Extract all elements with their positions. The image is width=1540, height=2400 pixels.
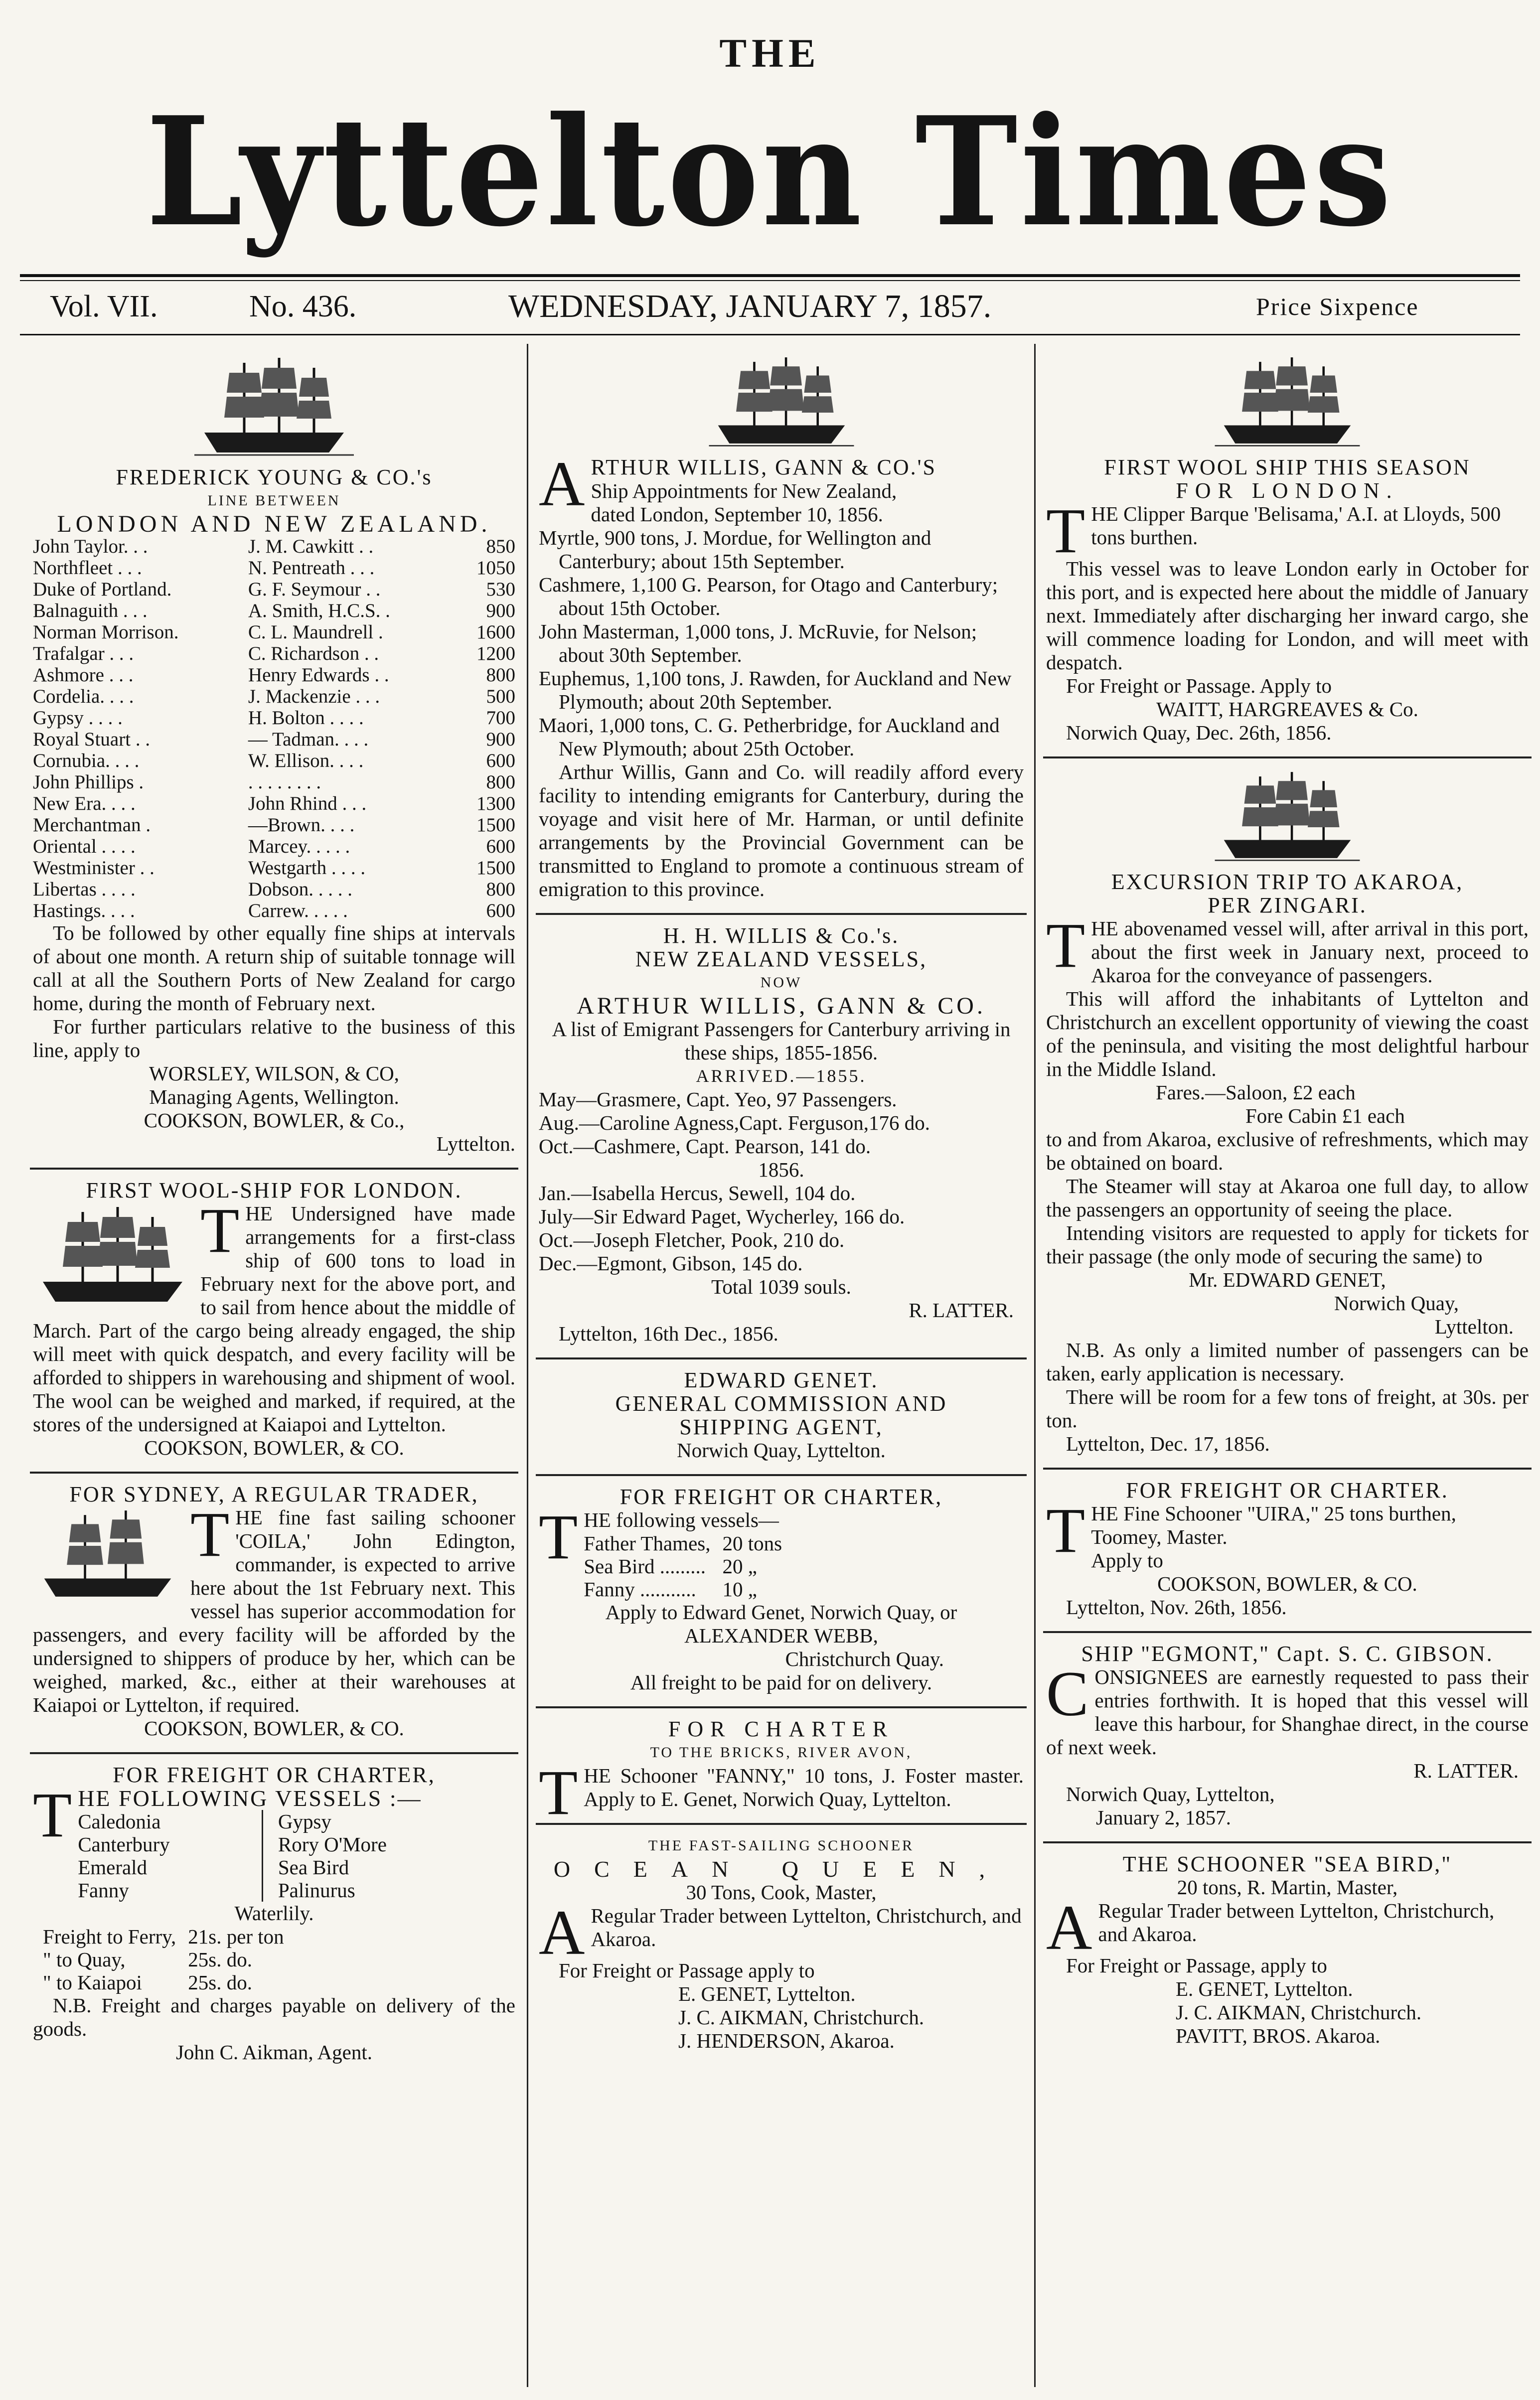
ocean-apply: For Freight or Passage apply to bbox=[559, 1959, 815, 1982]
fleet-row-cell: H. Bolton . . . . bbox=[248, 707, 364, 729]
seabird-text: Regular Trader between Lyttelton, Christchurch, and Akaroa. bbox=[1098, 1899, 1495, 1946]
column-1 bbox=[30, 344, 518, 2387]
fleet-row bbox=[33, 771, 515, 793]
ship-appointment: Maori, 1,000 tons, C. G. Petherbridge, for Auckland and New Plymouth; about 25th October. bbox=[539, 714, 1000, 760]
agent-line: J. HENDERSON, Akaroa. bbox=[678, 2029, 895, 2052]
vessel-name: Palinurus bbox=[278, 1879, 355, 1902]
ad-freight-genet bbox=[536, 1476, 1027, 1708]
fleet-row-cell: Merchantman . bbox=[33, 814, 151, 836]
vessel-name: Sea Bird bbox=[278, 1856, 349, 1879]
arrivals-1856 bbox=[539, 1182, 1024, 1275]
arrival-entry: Jan.—Isabella Hercus, Sewell, 104 do. bbox=[539, 1182, 856, 1204]
fleet-row-cell: Dobson. . . . . bbox=[248, 879, 353, 900]
hhwillis-total: Total 1039 souls. bbox=[711, 1275, 851, 1298]
fleet-row-cell: 900 bbox=[486, 600, 515, 621]
rate-row-cell: 25s. do. bbox=[188, 1948, 252, 1971]
fleet-row-cell: Westgarth . . . . bbox=[248, 857, 366, 879]
belisama-text: HE Clipper Barque 'Belisama,' A.I. at Lloyds, 500 tons burthen. bbox=[1091, 502, 1501, 549]
fleet-row-cell: Cordelia. . . . bbox=[33, 686, 134, 707]
ad-sea-bird bbox=[1043, 1843, 1532, 2060]
fleet-row-cell: G. F. Seymour . . bbox=[248, 579, 381, 600]
freight-agent-b: Christchurch Quay. bbox=[785, 1648, 944, 1670]
ad-freight-charter bbox=[30, 1754, 518, 2076]
fleet-row-cell: Trafalgar . . . bbox=[33, 643, 134, 664]
drop-cap: A bbox=[539, 1897, 585, 1968]
rate-row bbox=[43, 1971, 296, 1994]
arrival-entry: Oct.—Cashmere, Capt. Pearson, 141 do. bbox=[539, 1135, 871, 1158]
freight-vessel-row bbox=[584, 1578, 794, 1601]
fleet-row-cell: Balnaguith . . . bbox=[33, 600, 148, 621]
young-route: LONDON AND NEW ZEALAND. bbox=[57, 511, 491, 537]
drop-cap: T bbox=[33, 1780, 72, 1850]
fleet-row bbox=[33, 879, 515, 900]
fleet-row-cell: Ashmore . . . bbox=[33, 664, 134, 686]
drop-cap: T bbox=[1046, 495, 1085, 566]
freight-vessel-table bbox=[584, 1532, 794, 1601]
willis-heading-text: RTHUR WILLIS, GANN & CO.'S bbox=[591, 455, 937, 479]
fleet-row-cell: 600 bbox=[486, 900, 515, 921]
drop-cap: T bbox=[1046, 1495, 1085, 1566]
ad-frederick-young bbox=[30, 344, 518, 1170]
fleet-row-cell: Henry Edwards . . bbox=[248, 664, 389, 686]
ship-appointment: John Masterman, 1,000 tons, J. McRuvie, for Nelson; about 30th September. bbox=[539, 620, 977, 666]
excursion-agent-c: Lyttelton. bbox=[1434, 1315, 1514, 1338]
fleet-row-cell: 850 bbox=[486, 536, 515, 557]
arrival-entry: Dec.—Egmont, Gibson, 145 do. bbox=[539, 1252, 803, 1275]
fleet-table bbox=[33, 536, 515, 921]
belisama-apply: For Freight or Passage. Apply to bbox=[1066, 674, 1332, 697]
fleet-row bbox=[33, 686, 515, 707]
drop-cap: T bbox=[539, 1501, 578, 1572]
ship-icon bbox=[1213, 767, 1362, 867]
woolship-sig: COOKSON, BOWLER, & CO. bbox=[144, 1436, 404, 1459]
excursion-heading-2: PER ZINGARI. bbox=[1208, 893, 1367, 917]
freight-vessel-row-cell: Fanny ........... bbox=[584, 1578, 696, 1601]
excursion-fares-1: Fares.—Saloon, £2 each bbox=[1156, 1081, 1356, 1104]
fleet-row-cell: 800 bbox=[486, 879, 515, 900]
willis-sub: Ship Appointments for New Zealand, bbox=[591, 479, 897, 502]
ocean-agent-list bbox=[539, 1982, 1024, 2053]
fleet-row-cell: 600 bbox=[486, 836, 515, 857]
young-sub: LINE BETWEEN bbox=[207, 492, 341, 509]
ad-ocean-queen bbox=[536, 1825, 1027, 2065]
column-2 bbox=[536, 344, 1027, 2387]
fleet-row-cell: W. Ellison. . . . bbox=[248, 750, 364, 771]
fleet-row-cell: Gypsy . . . . bbox=[33, 707, 123, 729]
fleet-row-cell: 700 bbox=[486, 707, 515, 729]
charter-vessel-list bbox=[78, 1810, 515, 1902]
fleet-row-cell: John Taylor. . . bbox=[33, 536, 148, 557]
young-agent-2: COOKSON, BOWLER, & Co., bbox=[144, 1109, 405, 1132]
fleet-row-cell: 800 bbox=[486, 664, 515, 686]
fleet-row-cell: 530 bbox=[486, 579, 515, 600]
vessel-name: Canterbury bbox=[78, 1833, 170, 1856]
belisama-heading-2: FOR LONDON. bbox=[1176, 478, 1399, 503]
excursion-body-4: The Steamer will stay at Akaroa one full day, to allow the passengers an opportunity of seeing the place. bbox=[1046, 1175, 1529, 1221]
agent-line: PAVITT, BROS. Akaroa. bbox=[1176, 2024, 1381, 2047]
drop-cap: C bbox=[1046, 1658, 1089, 1729]
fleet-row bbox=[33, 664, 515, 686]
egmont-sig: R. LATTER. bbox=[1413, 1759, 1519, 1782]
freight-vessel-row bbox=[584, 1555, 794, 1578]
ad-egmont bbox=[1043, 1633, 1532, 1843]
egmont-body bbox=[1046, 1658, 1529, 1759]
freight-vessel-row-cell: Sea Bird ......... bbox=[584, 1555, 706, 1578]
rate-row bbox=[43, 1925, 296, 1948]
excursion-agent: Mr. EDWARD GENET, bbox=[1189, 1268, 1386, 1291]
vessel-name: Rory O'More bbox=[278, 1833, 387, 1856]
ad-woolship bbox=[30, 1170, 518, 1474]
fleet-row bbox=[33, 621, 515, 643]
charter-nb: N.B. Freight and charges payable on delivery of the goods. bbox=[33, 1994, 515, 2040]
willis-body: Arthur Willis, Gann and Co. will readily afford every facility to intending emigrants for Canterbury, during the voyage and visit here of Mr. Harman, or until definite arrangements by the Provincial Government can be transmitted to England to promote a continuous stream of emigration to this province. bbox=[539, 760, 1024, 900]
ship-icon bbox=[194, 353, 354, 462]
drop-cap: T bbox=[539, 1757, 578, 1828]
arrival-entry: Aug.—Caroline Agness,Capt. Ferguson,176 do. bbox=[539, 1111, 930, 1134]
fleet-row-cell: J. Mackenzie . . . bbox=[248, 686, 380, 707]
agent-line: E. GENET, Lyttelton. bbox=[678, 1982, 856, 2005]
charter-right-list bbox=[263, 1810, 387, 1902]
young-body-2: For further particulars relative to the business of this line, apply to bbox=[33, 1015, 515, 1061]
drop-cap: T bbox=[190, 1499, 230, 1570]
fanny-body bbox=[539, 1757, 1024, 1828]
ship-appointment: Euphemus, 1,100 tons, J. Rawden, for Auckland and New Plymouth; about 20th September. bbox=[539, 667, 1012, 713]
fleet-row-cell: Duke of Portland. bbox=[33, 579, 172, 600]
volume: Vol. VII. bbox=[50, 290, 158, 323]
fleet-row-cell: 900 bbox=[486, 729, 515, 750]
freight-vessel-row-cell: 20 tons bbox=[722, 1532, 782, 1555]
drop-cap: T bbox=[1046, 910, 1085, 981]
hhwillis-sig: R. LATTER. bbox=[909, 1299, 1014, 1322]
rate-row-cell: " to Quay, bbox=[43, 1948, 126, 1971]
rate-row-cell: 21s. per ton bbox=[188, 1925, 284, 1948]
uira-heading: FOR FREIGHT OR CHARTER. bbox=[1126, 1478, 1449, 1502]
fleet-row-cell: Oriental . . . . bbox=[33, 836, 136, 857]
hhwillis-year-1856: 1856. bbox=[758, 1158, 804, 1181]
egmont-dated-2: January 2, 1857. bbox=[1096, 1806, 1232, 1829]
excursion-freight: There will be room for a few tons of freight, at 30s. per ton. bbox=[1046, 1385, 1529, 1432]
uira-dated: Lyttelton, Nov. 26th, 1856. bbox=[1066, 1596, 1287, 1619]
young-agent-2b: Lyttelton. bbox=[436, 1132, 515, 1155]
excursion-agent-b: Norwich Quay, bbox=[1334, 1292, 1459, 1315]
fleet-row bbox=[33, 857, 515, 879]
ocean-text: Regular Trader between Lyttelton, Christchurch, and Akaroa. bbox=[591, 1904, 1022, 1950]
uira-apply: Apply to bbox=[1091, 1549, 1163, 1572]
ad-belisama bbox=[1043, 344, 1532, 758]
uira-sig: COOKSON, BOWLER, & CO. bbox=[1157, 1572, 1417, 1595]
fleet-row bbox=[33, 600, 515, 621]
charter-left-list bbox=[78, 1810, 263, 1902]
young-agent-1: WORSLEY, WILSON, & CO, bbox=[149, 1062, 399, 1085]
rate-row bbox=[43, 1948, 296, 1971]
fleet-row bbox=[33, 643, 515, 664]
ocean-body bbox=[539, 1897, 1024, 1968]
young-body-1: To be followed by other equally fine ships at intervals of about one month. A return ship of suitable tonnage will call at all the Southern Ports of New Zealand for cargo home, during the month of February next. bbox=[33, 921, 515, 1015]
rate-row-cell: Freight to Ferry, bbox=[43, 1925, 176, 1948]
hhwillis-heading-3: ARTHUR WILLIS, GANN & CO. bbox=[577, 993, 986, 1019]
issue-number: No. 436. bbox=[249, 290, 357, 323]
fleet-row-cell: N. Pentreath . . . bbox=[248, 557, 375, 579]
masthead-the: THE bbox=[719, 30, 821, 76]
fleet-row-cell: 500 bbox=[486, 686, 515, 707]
masthead-rule-thin bbox=[20, 280, 1520, 281]
ship-icon bbox=[33, 1506, 182, 1606]
fleet-row-cell: Westminister . . bbox=[33, 857, 154, 879]
masthead-title: Lyttelton Times bbox=[146, 84, 1394, 260]
excursion-nb: N.B. As only a limited number of passengers can be taken, early application is necessary. bbox=[1046, 1339, 1529, 1385]
fleet-row-cell: 1050 bbox=[476, 557, 515, 579]
sydney-heading: FOR SYDNEY, A REGULAR TRADER, bbox=[69, 1482, 479, 1506]
genet-line-2: GENERAL COMMISSION AND bbox=[615, 1391, 947, 1416]
seabird-heading: THE SCHOONER "SEA BIRD," bbox=[1122, 1852, 1452, 1876]
freight-agent: ALEXANDER WEBB, bbox=[684, 1624, 878, 1647]
dateline bbox=[30, 287, 1515, 326]
rate-row-cell: 25s. do. bbox=[188, 1971, 252, 1994]
willis-dated: dated London, September 10, 1856. bbox=[591, 503, 883, 526]
egmont-heading: SHIP "EGMONT," Capt. S. C. GIBSON. bbox=[1081, 1642, 1494, 1666]
fleet-row-cell: 1200 bbox=[476, 643, 515, 664]
fleet-row bbox=[33, 557, 515, 579]
vessel-name: Caledonia bbox=[78, 1810, 161, 1833]
ship-appointment: Cashmere, 1,100 G. Pearson, for Otago and Canterbury; about 15th October. bbox=[539, 573, 998, 619]
fleet-row-cell: Hastings. . . . bbox=[33, 900, 135, 921]
freight-lead-text: HE following vessels— bbox=[584, 1508, 779, 1531]
fleet-row bbox=[33, 750, 515, 771]
arrivals-1855 bbox=[539, 1088, 1024, 1158]
price: Price Sixpence bbox=[1256, 293, 1419, 320]
freight-vessel-row bbox=[584, 1532, 794, 1555]
genet-line-1: EDWARD GENET. bbox=[684, 1368, 879, 1392]
fleet-row bbox=[33, 814, 515, 836]
willis-ship-list bbox=[539, 526, 1024, 760]
excursion-heading-1: EXCURSION TRIP TO AKAROA, bbox=[1111, 870, 1464, 894]
fleet-row-cell: 1300 bbox=[476, 793, 515, 814]
ocean-line: 30 Tons, Cook, Master, bbox=[686, 1881, 877, 1904]
fleet-row bbox=[33, 900, 515, 921]
seabird-agent-list bbox=[1046, 1977, 1529, 2048]
fleet-row-cell: Royal Stuart . . bbox=[33, 729, 151, 750]
charter-lead-text: HE FOLLOWING VESSELS :— bbox=[78, 1786, 422, 1811]
fleet-row-cell: Marcey. . . . . bbox=[248, 836, 350, 857]
hhwillis-heading-2: NEW ZEALAND VESSELS, bbox=[635, 947, 927, 971]
charter-heading: FOR FREIGHT OR CHARTER, bbox=[113, 1763, 436, 1787]
belisama-heading-1: FIRST WOOL SHIP THIS SEASON bbox=[1104, 455, 1471, 479]
fleet-row-cell: 600 bbox=[486, 750, 515, 771]
freight-vessel-row-cell: 10 „ bbox=[722, 1578, 757, 1601]
sydney-sig: COOKSON, BOWLER, & CO. bbox=[144, 1717, 404, 1740]
hhwillis-arrived: ARRIVED.—1855. bbox=[696, 1066, 867, 1086]
fleet-row bbox=[33, 836, 515, 857]
freight-vessel-row-cell: Father Thames, bbox=[584, 1532, 711, 1555]
fleet-row-cell: 1500 bbox=[476, 857, 515, 879]
column-rule-1 bbox=[527, 344, 528, 2387]
ad-arthur-willis bbox=[536, 344, 1027, 915]
fleet-row bbox=[33, 793, 515, 814]
vessel-name: Gypsy bbox=[278, 1810, 331, 1833]
ship-appointment: Myrtle, 900 tons, J. Mordue, for Wellington and Canterbury; about 15th September. bbox=[539, 526, 931, 573]
genet-line-3: SHIPPING AGENT, bbox=[679, 1415, 883, 1439]
fleet-row-cell: 1500 bbox=[476, 814, 515, 836]
seabird-apply: For Freight or Passage, apply to bbox=[1066, 1954, 1327, 1977]
ad-uira bbox=[1043, 1470, 1532, 1633]
fleet-row-cell: C. Richardson . . bbox=[248, 643, 379, 664]
excursion-body-5: Intending visitors are requested to apply for tickets for their passage (the only mode of securing the same) to bbox=[1046, 1221, 1529, 1268]
hhwillis-now: NOW bbox=[760, 974, 802, 991]
rates-table bbox=[43, 1925, 296, 1994]
masthead-rule bbox=[20, 274, 1520, 277]
fleet-row-cell: J. M. Cawkitt . . bbox=[248, 536, 374, 557]
egmont-text: ONSIGNEES are earnestly requested to pass their entries forthwith. It is hoped that this vessel will leave this harbour, for Shanghae direct, in the course of next week. bbox=[1046, 1665, 1529, 1759]
belisama-sig: WAITT, HARGREAVES & Co. bbox=[1156, 698, 1418, 721]
ship-icon bbox=[707, 353, 856, 452]
seabird-line: 20 tons, R. Martin, Master, bbox=[1177, 1876, 1398, 1899]
egmont-dated-1: Norwich Quay, Lyttelton, bbox=[1066, 1783, 1275, 1805]
fleet-row bbox=[33, 579, 515, 600]
woolship-text: HE Undersigned have made arrangements for a first-class ship of 600 tons to load in February next for the above port, and to sail from hence about the middle of March. Part of the cargo being already engaged, the ship will meet with quick despatch, and every facility will be afforded to shippers in warehousing and shipment of wool. The wool can be weighed and marked, if required, at the stores of the undersigned at Kaiapoi and Lyttelton. bbox=[33, 1202, 515, 1436]
freight-note: All freight to be paid for on delivery. bbox=[630, 1671, 932, 1694]
fleet-row-cell: John Rhind . . . bbox=[248, 793, 367, 814]
belisama-dated: Norwich Quay, Dec. 26th, 1856. bbox=[1066, 721, 1332, 744]
ad-edward-genet bbox=[536, 1359, 1027, 1476]
fleet-row-cell: —Brown. . . . bbox=[248, 814, 355, 836]
fanny-heading: FOR CHARTER bbox=[668, 1717, 895, 1741]
hhwillis-dated: Lyttelton, 16th Dec., 1856. bbox=[559, 1322, 778, 1345]
fleet-row-cell: Carrew. . . . . bbox=[248, 900, 348, 921]
dateline-rule bbox=[20, 334, 1520, 335]
charter-last: Waterlily. bbox=[234, 1902, 314, 1925]
woolship-heading: FIRST WOOL-SHIP FOR LONDON. bbox=[86, 1178, 462, 1202]
ship-icon bbox=[1213, 353, 1362, 452]
excursion-dated: Lyttelton, Dec. 17, 1856. bbox=[1066, 1432, 1270, 1455]
ad-sydney bbox=[30, 1474, 518, 1754]
column-rule-2 bbox=[1034, 344, 1036, 2387]
young-heading: FREDERICK YOUNG & CO.'s bbox=[116, 465, 433, 489]
fanny-sub: TO THE BRICKS, RIVER AVON, bbox=[650, 1744, 913, 1761]
fleet-row-cell: New Era. . . . bbox=[33, 793, 136, 814]
ocean-sub: THE FAST-SAILING SCHOONER bbox=[648, 1837, 915, 1854]
freight-heading: FOR FREIGHT OR CHARTER, bbox=[619, 1485, 943, 1509]
fleet-row-cell: . . . . . . . . bbox=[248, 771, 321, 793]
belisama-body bbox=[1046, 495, 1529, 566]
excursion-fares-2: Fore Cabin £1 each bbox=[1245, 1104, 1405, 1127]
fanny-text: HE Schooner "FANNY," 10 tons, J. Foster master. Apply to E. Genet, Norwich Quay, Lyttelton. bbox=[584, 1764, 1024, 1810]
drop-cap: A bbox=[1046, 1892, 1092, 1963]
hhwillis-heading-1: H. H. WILLIS & Co.'s. bbox=[663, 923, 900, 948]
ad-hh-willis bbox=[536, 915, 1027, 1359]
seabird-body bbox=[1046, 1892, 1529, 1963]
fleet-row bbox=[33, 729, 515, 750]
fleet-row-cell: — Tadman. . . . bbox=[248, 729, 369, 750]
arrival-entry: July—Sir Edward Paget, Wycherley, 166 do. bbox=[539, 1205, 905, 1228]
column-3 bbox=[1043, 344, 1532, 2387]
issue-date: WEDNESDAY, JANUARY 7, 1857. bbox=[508, 288, 992, 324]
vessel-name: Fanny bbox=[78, 1879, 129, 1902]
arrival-entry: May—Grasmere, Capt. Yeo, 97 Passengers. bbox=[539, 1088, 897, 1111]
excursion-text: HE abovenamed vessel will, after arrival in this port, about the first week in January next, proceed to Akaroa for the conveyance of passengers. bbox=[1091, 917, 1529, 987]
freight-vessel-row-cell: 20 „ bbox=[722, 1555, 757, 1578]
fleet-row bbox=[33, 536, 515, 557]
uira-text: HE Fine Schooner "UIRA," 25 tons burthen, Toomey, Master. bbox=[1091, 1502, 1456, 1548]
genet-line-4: Norwich Quay, Lyttelton. bbox=[677, 1439, 886, 1462]
fleet-row-cell: John Phillips . bbox=[33, 771, 144, 793]
young-agent-1b: Managing Agents, Wellington. bbox=[149, 1085, 399, 1108]
rate-row-cell: " to Kaiapoi bbox=[43, 1971, 142, 1994]
fleet-row-cell: 800 bbox=[486, 771, 515, 793]
fleet-row-cell: A. Smith, H.C.S. . bbox=[248, 600, 390, 621]
fleet-row-cell: C. L. Maundrell . bbox=[248, 621, 383, 643]
excursion-body-2: This will afford the inhabitants of Lyttelton and Christchurch an excellent opportunity of viewing the coast of the peninsula, and visiting the most delightful harbour in the Middle Island. bbox=[1046, 987, 1529, 1080]
drop-cap: T bbox=[200, 1195, 240, 1266]
sydney-text: HE fine fast sailing schooner 'COILA,' John Edington, commander, is expected to arrive here about the 1st February next. This vessel has superior accommodation for passengers, and every facility will be afforded by the undersigned to shippers of produce by her, which can be weighed, marked, &c., either at their warehouses at Kaiapoi or Lyttelton, if required. bbox=[33, 1506, 515, 1716]
ad-excursion bbox=[1043, 758, 1532, 1470]
belisama-body-2: This vessel was to leave London early in October for this port, and is expected here about the middle of January next. Immediately after discharging her inward cargo, she will commence loading for London, and will meet with despatch. bbox=[1046, 557, 1529, 674]
fleet-row-cell: Cornubia. . . . bbox=[33, 750, 140, 771]
fleet-row bbox=[33, 707, 515, 729]
ad-fanny bbox=[536, 1708, 1027, 1828]
ship-icon bbox=[33, 1202, 192, 1312]
freight-apply: Apply to Edward Genet, Norwich Quay, or bbox=[605, 1601, 957, 1624]
vessel-name: Emerald bbox=[78, 1856, 148, 1879]
agent-line: J. C. AIKMAN, Christchurch. bbox=[678, 2006, 924, 2029]
agent-line: E. GENET, Lyttelton. bbox=[1176, 1977, 1353, 2000]
charter-sig: John C. Aikman, Agent. bbox=[175, 2041, 373, 2064]
excursion-body bbox=[1046, 910, 1529, 987]
hhwillis-intro: A list of Emigrant Passengers for Canterbury arriving in these ships, 1855-1856. bbox=[552, 1018, 1011, 1064]
fleet-row-cell: Northfleet . . . bbox=[33, 557, 142, 579]
agent-line: J. C. AIKMAN, Christchurch. bbox=[1176, 2001, 1422, 2024]
fleet-row-cell: 1600 bbox=[476, 621, 515, 643]
arrival-entry: Oct.—Joseph Fletcher, Pook, 210 do. bbox=[539, 1228, 845, 1251]
excursion-body-3: to and from Akaroa, exclusive of refreshments, which may be obtained on board. bbox=[1046, 1128, 1529, 1174]
ocean-name: OCEAN QUEEN, bbox=[553, 1856, 1009, 1882]
fleet-row-cell: Libertas . . . . bbox=[33, 879, 136, 900]
fleet-row-cell: Norman Morrison. bbox=[33, 621, 179, 643]
drop-cap: A bbox=[539, 449, 585, 519]
